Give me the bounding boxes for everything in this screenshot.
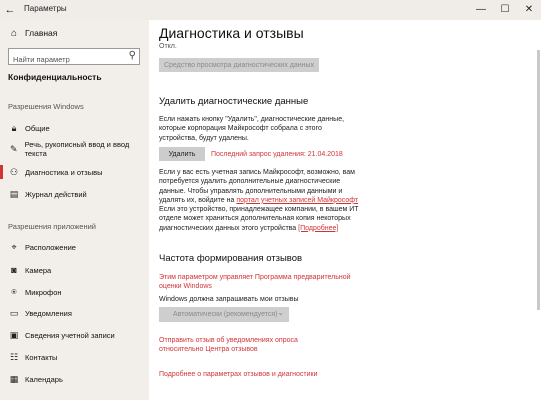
search-box[interactable]: [8, 48, 140, 65]
camera-icon: ◙: [11, 265, 17, 275]
diagnostics-icon: ⚇: [9, 166, 19, 177]
send-feedback-link[interactable]: Отправить отзыв об уведомлениях опроса относительно Центра отзывов: [159, 337, 298, 354]
sidebar-item-contacts[interactable]: [0, 349, 149, 365]
sidebar-item-label: Микрофон: [25, 287, 62, 297]
feedback-section-heading: Частота формирования отзывов: [159, 253, 303, 264]
search-icon[interactable]: ⚲: [128, 50, 136, 61]
search-input[interactable]: [9, 52, 117, 67]
page-title: Диагностика и отзывы: [159, 25, 304, 41]
section-app-permissions: Разрешения приложений: [8, 222, 96, 231]
sidebar-item-calendar[interactable]: [0, 371, 149, 387]
close-icon[interactable]: ✕: [524, 4, 534, 15]
sidebar-item-label: Общие: [25, 123, 50, 133]
toggle-state-label: Откл.: [159, 43, 177, 50]
sidebar-item-label: Журнал действий: [25, 189, 87, 199]
minimize-icon[interactable]: —: [476, 4, 486, 15]
back-arrow-icon[interactable]: ←: [4, 4, 16, 16]
sidebar-item-notifications[interactable]: [0, 305, 149, 321]
sidebar-item-label: Сведения учетной записи: [25, 330, 115, 340]
chevron-down-icon: ⌄: [277, 308, 284, 317]
select-value: Автоматически (рекомендуется): [173, 311, 278, 318]
sidebar-home-label: Главная: [25, 28, 58, 38]
microphone-icon: ⍟: [11, 286, 17, 297]
contacts-icon: ☷: [9, 351, 19, 362]
sidebar-item-label: Камера: [25, 265, 52, 275]
sidebar-item-label: Контакты: [25, 352, 58, 362]
org-text: Если это устройство, принадлежащее компании, в вашем ИТ отделе может храниться дополнительная копия некоторых диагностических данных этого устройства: [159, 206, 359, 232]
home-icon: ⌂: [10, 27, 18, 39]
sidebar-home[interactable]: [8, 26, 57, 40]
sidebar-item-label: Календарь: [25, 374, 63, 384]
sidebar-item-activity[interactable]: [0, 186, 149, 202]
speech-icon: ✎: [10, 143, 18, 154]
delete-section-heading: Удалить диагностические данные: [159, 96, 309, 107]
sidebar-item-label: Речь, рукописный ввод и ввод текста: [24, 140, 130, 158]
sidebar: [0, 20, 149, 400]
main-content: [149, 20, 541, 400]
location-icon: ⌖: [11, 241, 17, 252]
managed-notice: Этим параметром управляет Программа предварительной оценки Windows: [159, 274, 351, 290]
account-text: Если у вас есть учетная запись Майкрософт, возможно, вам потребуется удалить дополнительные диагностические данные. Чтобы управлять дополнительными данными и удалять их, войдите на: [159, 169, 355, 204]
sidebar-item-speech[interactable]: [0, 141, 149, 157]
sidebar-item-label: Диагностика и отзывы: [25, 167, 103, 177]
account-icon: ▣: [9, 329, 19, 340]
account-paragraph: [159, 168, 359, 205]
sidebar-item-account-info[interactable]: [0, 327, 149, 343]
sidebar-item-camera[interactable]: [0, 262, 149, 278]
sidebar-item-diagnostics[interactable]: [0, 164, 149, 180]
calendar-icon: ▦: [9, 373, 19, 384]
lock-icon: 🔒︎: [11, 122, 17, 133]
org-paragraph: [159, 205, 359, 233]
learn-more-link[interactable]: [Подробнее]: [298, 224, 339, 232]
sidebar-item-microphone[interactable]: [0, 284, 149, 300]
sidebar-category: Конфиденциальность: [8, 72, 102, 82]
title-bar: [0, 0, 541, 20]
feedback-frequency-label: Windows должна запрашивать мои отзывы: [159, 296, 299, 303]
scrollbar[interactable]: [537, 50, 540, 310]
sidebar-item-label: Расположение: [25, 242, 76, 252]
delete-button[interactable]: Удалить: [159, 147, 205, 161]
activity-icon: ▤: [9, 188, 19, 199]
window-title: Параметры: [24, 4, 67, 13]
sidebar-item-label: Уведомления: [25, 308, 72, 318]
notifications-icon: ▭: [9, 307, 19, 318]
diagnostic-viewer-button[interactable]: Средство просмотра диагностических данных: [159, 58, 319, 72]
feedback-frequency-select[interactable]: [159, 307, 289, 322]
delete-description: Если нажать кнопку "Удалить", диагностические данные, которые корпорация Майкрософт собрала с этого устройства, будут удалены.: [159, 116, 345, 142]
account-portal-link[interactable]: портал учетных записей Майкрософт: [236, 196, 359, 204]
maximize-icon[interactable]: ☐: [500, 4, 510, 15]
section-windows-permissions: Разрешения Windows: [8, 102, 84, 111]
last-delete-request: Последний запрос удаления: 21.04.2018: [211, 151, 343, 158]
more-settings-link[interactable]: Подробнее о параметрах отзывов и диагностики: [159, 371, 318, 378]
sidebar-item-location[interactable]: [0, 239, 149, 255]
sidebar-item-general[interactable]: [0, 120, 149, 136]
